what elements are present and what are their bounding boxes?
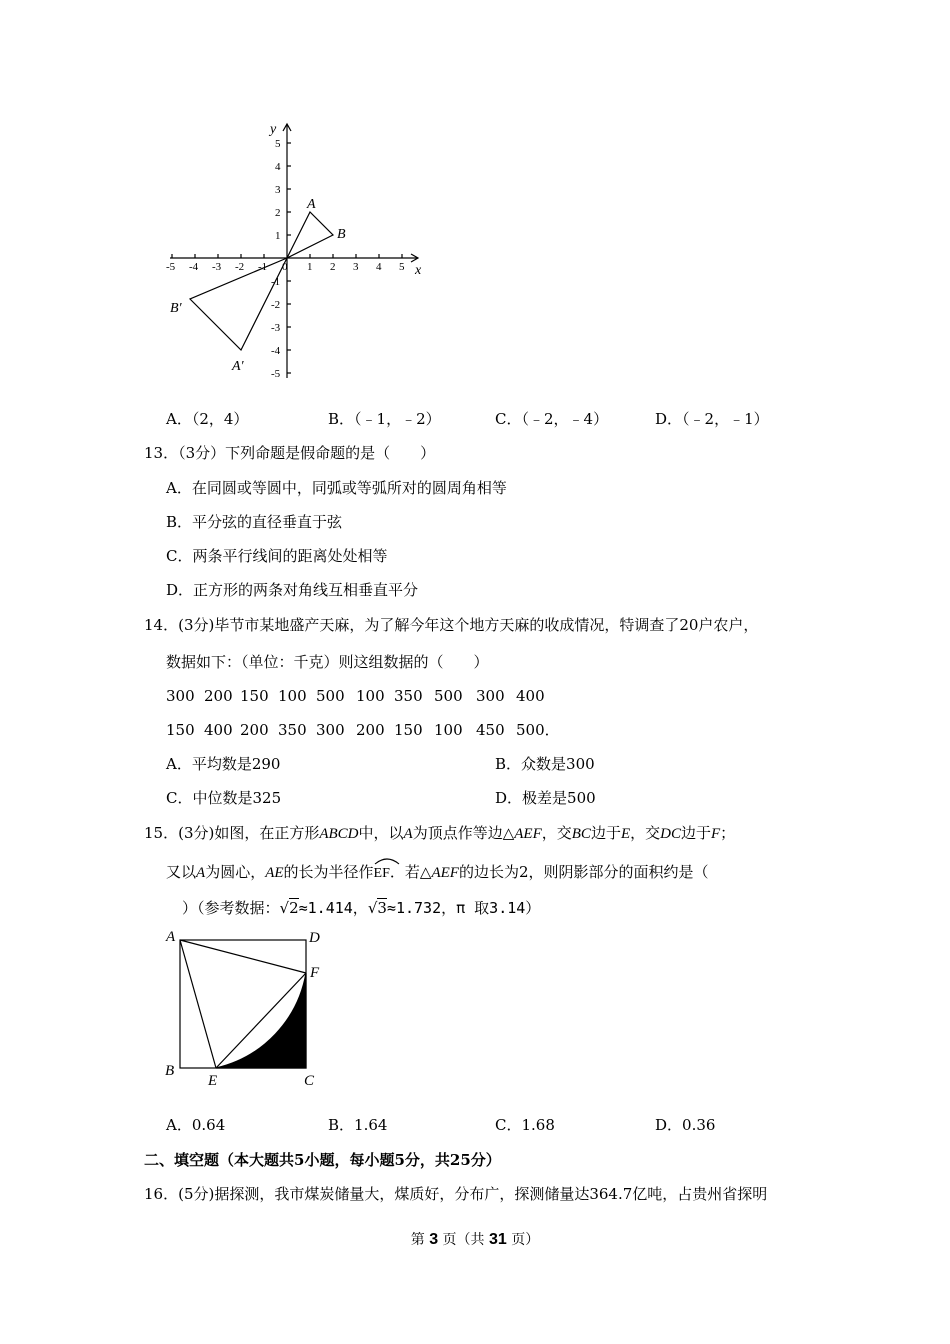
q14-option-d: D．极差是500 <box>495 789 596 807</box>
y-tick-label: 2 <box>275 207 281 219</box>
q13-option-d: D．正方形的两条对角线互相垂直平分 <box>166 581 419 599</box>
page-total: 31 <box>489 1231 507 1248</box>
q13-option-c: C．两条平行线间的距离处处相等 <box>166 547 388 565</box>
q15-option-b: B．1.64 <box>328 1116 388 1134</box>
point-A-prime-label: A′ <box>232 359 244 374</box>
point-A-label: A <box>307 197 316 212</box>
q14-option-b: B．众数是300 <box>495 755 595 773</box>
data-value: 500 <box>434 687 463 705</box>
q15-stem-line1: 15．(3分)如图，在正方形ABCD中，以A为顶点作等边△AEF，交BC边于E，交DC边于F； <box>144 824 736 842</box>
square-figure <box>160 926 330 1086</box>
point-B-prime-label: B′ <box>170 301 182 316</box>
y-tick-label: -5 <box>271 368 281 380</box>
data-value: 150 <box>240 687 269 705</box>
x-tick-label: 5 <box>399 261 405 273</box>
q15-stem-line3: ）（参考数据：√2≈1.414，√3≈1.732，π 取3.14） <box>182 899 541 917</box>
q15-option-c: C．1.68 <box>495 1116 555 1134</box>
arc-ef-symbol: EF <box>374 860 390 884</box>
y-tick-label: -1 <box>271 276 281 288</box>
q14-stem-line2: 数据如下：（单位：千克）则这组数据的（ ） <box>166 653 489 671</box>
x-tick-label: -2 <box>235 261 245 273</box>
y-tick-label: 1 <box>275 230 281 242</box>
sqrt-symbol: √3 <box>367 899 387 917</box>
x-tick-label: -1 <box>258 261 268 273</box>
data-value: 100 <box>356 687 385 705</box>
label-E: E <box>208 1073 218 1086</box>
x-tick-label: 2 <box>330 261 336 273</box>
y-axis-label: y <box>270 122 277 137</box>
data-value: 400 <box>516 687 545 705</box>
q14-option-c: C．中位数是325 <box>166 789 282 807</box>
label-A: A <box>166 929 176 945</box>
data-value: 500 <box>316 687 345 705</box>
coordinate-graph <box>160 118 430 388</box>
x-tick-label: 4 <box>376 261 382 273</box>
q15-option-a: A．0.64 <box>166 1116 226 1134</box>
data-value: 300 <box>166 687 195 705</box>
data-value: 350 <box>394 687 423 705</box>
sqrt-symbol: √2 <box>279 899 299 917</box>
page-footer: 第 3 页（共 31 页） <box>410 1231 540 1248</box>
data-value: 350 <box>278 721 307 739</box>
data-value: 500． <box>516 721 560 739</box>
data-value: 100 <box>434 721 463 739</box>
q12-option-c: C．（﹣2，﹣4） <box>495 410 609 428</box>
data-value: 400 <box>204 721 233 739</box>
q13-option-a: A．在同圆或等圆中，同弧或等弧所对的圆周角相等 <box>166 479 507 497</box>
x-tick-label: -4 <box>189 261 199 273</box>
data-value: 450 <box>476 721 505 739</box>
y-tick-label: 5 <box>275 138 281 150</box>
x-tick-label: -5 <box>166 261 176 273</box>
x-tick-label: 3 <box>353 261 359 273</box>
label-D: D <box>309 930 320 946</box>
data-value: 200 <box>204 687 233 705</box>
x-tick-label: -3 <box>212 261 222 273</box>
label-B: B <box>165 1063 175 1079</box>
q12-option-b: B．（﹣1，﹣2） <box>328 410 441 428</box>
x-tick-label: 1 <box>307 261 313 273</box>
triangle-OAB <box>287 212 333 258</box>
q12-option-a: A．（2，4） <box>166 410 249 428</box>
data-value: 150 <box>166 721 195 739</box>
q13-stem: 13．（3分）下列命题是假命题的是（ ） <box>144 444 436 462</box>
q13-option-b: B．平分弦的直径垂直于弦 <box>166 513 343 531</box>
page-number: 3 <box>429 1231 439 1248</box>
y-tick-label: -3 <box>271 322 281 334</box>
data-value: 300 <box>476 687 505 705</box>
y-tick-label: 4 <box>275 161 281 173</box>
q16-stem: 16．(5分)据探测，我市煤炭储量大，煤质好，分布广，探测储量达364.7亿吨，占贵州省探明 <box>144 1185 768 1203</box>
q15-stem-line2: 又以A为圆心，AE的长为半径作 EF．若△AEF的边长为2，则阴影部分的面积约是（ <box>166 860 708 884</box>
origin-label: 0 <box>282 261 288 273</box>
data-value: 200 <box>240 721 269 739</box>
data-value: 100 <box>278 687 307 705</box>
x-axis-label: x <box>415 263 422 278</box>
y-tick-label: -4 <box>271 345 281 357</box>
q12-option-d: D．（﹣2，﹣1） <box>655 410 769 428</box>
label-C: C <box>304 1073 315 1086</box>
q14-option-a: A．平均数是290 <box>166 755 281 773</box>
q14-stem-line1: 14．(3分)毕节市某地盛产天麻，为了解今年这个地方天麻的收成情况，特调查了20户农户， <box>144 616 759 634</box>
y-tick-label: -2 <box>271 299 281 311</box>
y-tick-label: 3 <box>275 184 281 196</box>
point-B-label: B <box>337 227 346 242</box>
data-value: 200 <box>356 721 385 739</box>
section-title: 二、填空题（本大题共5小题，每小题5分，共25分） <box>144 1151 501 1169</box>
q15-option-d: D．0.36 <box>655 1116 716 1134</box>
data-value: 300 <box>316 721 345 739</box>
data-value: 150 <box>394 721 423 739</box>
label-F: F <box>310 965 320 981</box>
